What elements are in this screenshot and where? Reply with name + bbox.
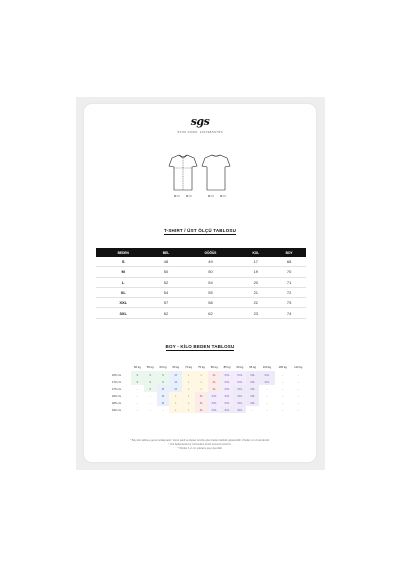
size-recommendation: – <box>297 379 300 384</box>
size-recommendation: XXL <box>221 392 234 399</box>
size-cell: 48 <box>150 257 181 267</box>
size-row <box>96 267 306 277</box>
size-cell: 71 <box>272 277 306 287</box>
weight-row <box>110 406 306 413</box>
height-label: 180 cm <box>112 393 122 398</box>
tshirt-measurement-diagram <box>168 152 232 204</box>
size-row <box>96 277 306 287</box>
size-cell: 49 <box>182 257 240 267</box>
height-label: 165 cm <box>112 372 122 377</box>
size-recommendation: – <box>136 407 139 412</box>
size-recommendation: XXL <box>208 399 221 406</box>
size-recommendation: S <box>144 371 157 378</box>
size-recommendation: – <box>297 400 300 405</box>
size-recommendation: S <box>157 371 170 378</box>
size-recommendation: XXL <box>221 385 234 392</box>
size-cell: 72 <box>272 287 306 297</box>
size-recommendation: – <box>297 393 300 398</box>
height-weight-table <box>110 363 306 413</box>
weight-col-header: 85 kg <box>223 365 231 369</box>
size-cell: 23 <box>239 308 272 318</box>
size-recommendation: – <box>281 407 284 412</box>
size-recommendation: – <box>162 407 164 412</box>
size-cell: 62 <box>182 308 240 318</box>
size-cell: 17 <box>239 257 272 267</box>
size-recommendation: – <box>266 386 268 391</box>
weight-col-header: 80 kg <box>210 365 218 369</box>
size-recommendation: – <box>281 386 284 391</box>
size-recommendation: 3XL <box>246 399 259 406</box>
weight-col-header: 50 kg <box>133 365 141 369</box>
size-cell: 68 <box>272 257 306 267</box>
size-recommendation: – <box>136 400 139 405</box>
measure-marks-icon <box>174 195 226 196</box>
size-recommendation: – <box>281 393 284 398</box>
size-recommendation: L <box>169 392 182 399</box>
size-recommendation: L <box>182 406 195 413</box>
size-cell: 52 <box>150 277 181 287</box>
size-label: M <box>96 267 150 277</box>
weight-row <box>110 378 306 385</box>
size-cell: 54 <box>150 287 181 297</box>
size-recommendation: – <box>266 393 268 398</box>
size-recommendation: – <box>281 379 284 384</box>
size-recommendation: S <box>144 385 157 392</box>
size-table-title: T-SHIRT / ÜST ÖLÇÜ TABLOSU <box>163 228 237 233</box>
weight-col-header: 90 kg <box>236 365 244 369</box>
brand-logo: sgs <box>190 115 210 128</box>
size-recommendation: – <box>297 386 300 391</box>
size-recommendation: XL <box>195 399 208 406</box>
size-cell: 74 <box>272 308 306 318</box>
size-recommendation: M <box>157 392 170 399</box>
size-recommendation: XXL <box>208 392 221 399</box>
size-recommendation: XXL <box>221 399 234 406</box>
tshirt-front-icon <box>169 155 197 190</box>
height-label: 170 cm <box>112 379 122 384</box>
stock-code: STOK KODU: 234798SS7SS <box>177 130 223 134</box>
size-recommendation: L <box>182 371 195 378</box>
size-row <box>96 308 306 318</box>
size-col-header: BOY <box>272 248 306 257</box>
size-label: S <box>96 257 150 267</box>
size-recommendation: – <box>297 372 300 377</box>
size-chart-card <box>84 104 316 462</box>
size-recommendation: 3XL <box>259 371 275 378</box>
size-recommendation: – <box>266 407 268 412</box>
size-recommendation: XL <box>208 371 221 378</box>
size-recommendation: 3XL <box>233 406 246 413</box>
size-recommendation: 3XL <box>246 392 259 399</box>
size-recommendation: L <box>195 371 208 378</box>
size-recommendation: 3XL <box>259 378 275 385</box>
size-recommendation: – <box>266 400 268 405</box>
weight-row <box>110 371 306 378</box>
weight-col-header: 75 kg <box>197 365 205 369</box>
weight-col-header <box>110 363 131 371</box>
weight-col-header: 105 kg <box>278 365 287 369</box>
size-col-header: KOL <box>239 248 272 257</box>
size-recommendation: – <box>149 393 151 398</box>
size-cell: 55 <box>182 287 240 297</box>
size-recommendation: M <box>169 385 182 392</box>
weight-col-header: 60 kg <box>159 365 167 369</box>
size-recommendation: M <box>169 378 182 385</box>
size-recommendation: XXL <box>221 371 234 378</box>
size-recommendation: XL <box>195 406 208 413</box>
note-3: * Ölçüler 1-2 cm tolerans payı içerebilir. <box>177 447 223 450</box>
weight-col-header: 65 kg <box>172 365 180 369</box>
weight-col-header: 70 kg <box>185 365 192 369</box>
size-recommendation: M <box>157 385 170 392</box>
size-label: XXL <box>96 298 150 308</box>
size-recommendation: – <box>149 407 151 412</box>
size-cell: 57 <box>150 298 181 308</box>
size-recommendation: XXL <box>233 378 246 385</box>
height-label: 185 cm <box>112 400 122 405</box>
size-row <box>96 257 306 267</box>
size-recommendation: L <box>182 399 195 406</box>
size-recommendation: S <box>157 378 170 385</box>
size-recommendation: L <box>195 385 208 392</box>
size-recommendation: XL <box>208 378 221 385</box>
size-cell: 70 <box>272 267 306 277</box>
size-col-header: BEL <box>150 248 181 257</box>
size-label: L <box>96 277 150 287</box>
size-recommendation: S <box>131 371 144 378</box>
size-recommendation: 3XL <box>246 378 259 385</box>
size-row <box>96 287 306 297</box>
size-label: XL <box>96 287 150 297</box>
note-1: * Boy-kilo tablosu genel ortalamadır. Vücut şekli ve kişisel tercihe göre beden farklılık gösterebilir. Ölçüler cm cinsindendir. <box>130 439 270 442</box>
size-recommendation: – <box>297 407 300 412</box>
weight-row <box>110 399 306 406</box>
size-recommendation: L <box>169 399 182 406</box>
weight-table-title: BOY - KİLO BEDEN TABLOSU <box>165 344 235 349</box>
size-recommendation: – <box>149 400 151 405</box>
size-recommendation: L <box>182 385 195 392</box>
size-recommendation: L <box>182 392 195 399</box>
size-recommendation: M <box>157 399 170 406</box>
size-recommendation: L <box>169 406 182 413</box>
size-cell: 19 <box>239 267 272 277</box>
size-recommendation: L <box>195 378 208 385</box>
size-recommendation: XL <box>208 385 221 392</box>
weight-col-header: 100 kg <box>262 365 272 369</box>
size-cell: 50 <box>182 267 240 277</box>
size-cell: 62 <box>150 308 181 318</box>
size-recommendation: – <box>251 407 254 412</box>
size-recommendation: 3XL <box>233 399 246 406</box>
size-table <box>96 248 306 319</box>
size-recommendation: XXL <box>221 378 234 385</box>
size-recommendation: 3XL <box>233 392 246 399</box>
size-cell: 20 <box>239 277 272 287</box>
size-recommendation: – <box>281 372 284 377</box>
size-recommendation: M <box>169 371 182 378</box>
weight-col-header: 95 kg <box>249 365 257 369</box>
height-label: 175 cm <box>112 386 122 391</box>
size-row <box>96 298 306 308</box>
size-recommendation: L <box>182 378 195 385</box>
size-recommendation: 3XL <box>246 371 259 378</box>
size-recommendation: XXL <box>233 371 246 378</box>
size-label: 3XL <box>96 308 150 318</box>
height-label: 190 cm <box>112 407 122 412</box>
size-recommendation: 3XL <box>221 406 234 413</box>
size-col-header: GÖĞÜS <box>182 248 240 257</box>
size-cell: 73 <box>272 298 306 308</box>
size-cell: 22 <box>239 298 272 308</box>
size-recommendation: – <box>136 393 139 398</box>
size-recommendation: 3XL <box>233 385 246 392</box>
size-recommendation: XL <box>195 392 208 399</box>
weight-col-header: 110 kg <box>294 365 303 369</box>
size-cell: 50 <box>150 267 181 277</box>
size-cell: 21 <box>239 287 272 297</box>
note-2: * Ara bedenlerde bir üst bedeni tercih etmenizi öneririz. <box>168 443 232 446</box>
tshirt-back-icon <box>202 155 230 190</box>
size-cell: 54 <box>182 277 240 287</box>
weight-col-header: 55 kg <box>146 365 154 369</box>
size-recommendation: S <box>144 378 157 385</box>
size-recommendation: S <box>131 378 144 385</box>
size-recommendation: – <box>281 400 284 405</box>
size-cell: 58 <box>182 298 240 308</box>
size-recommendation: – <box>136 386 139 391</box>
size-recommendation: XXL <box>208 406 221 413</box>
size-recommendation: 3XL <box>246 385 259 392</box>
weight-row <box>110 392 306 399</box>
size-col-header: BEDEN <box>96 248 150 257</box>
weight-row <box>110 385 306 392</box>
